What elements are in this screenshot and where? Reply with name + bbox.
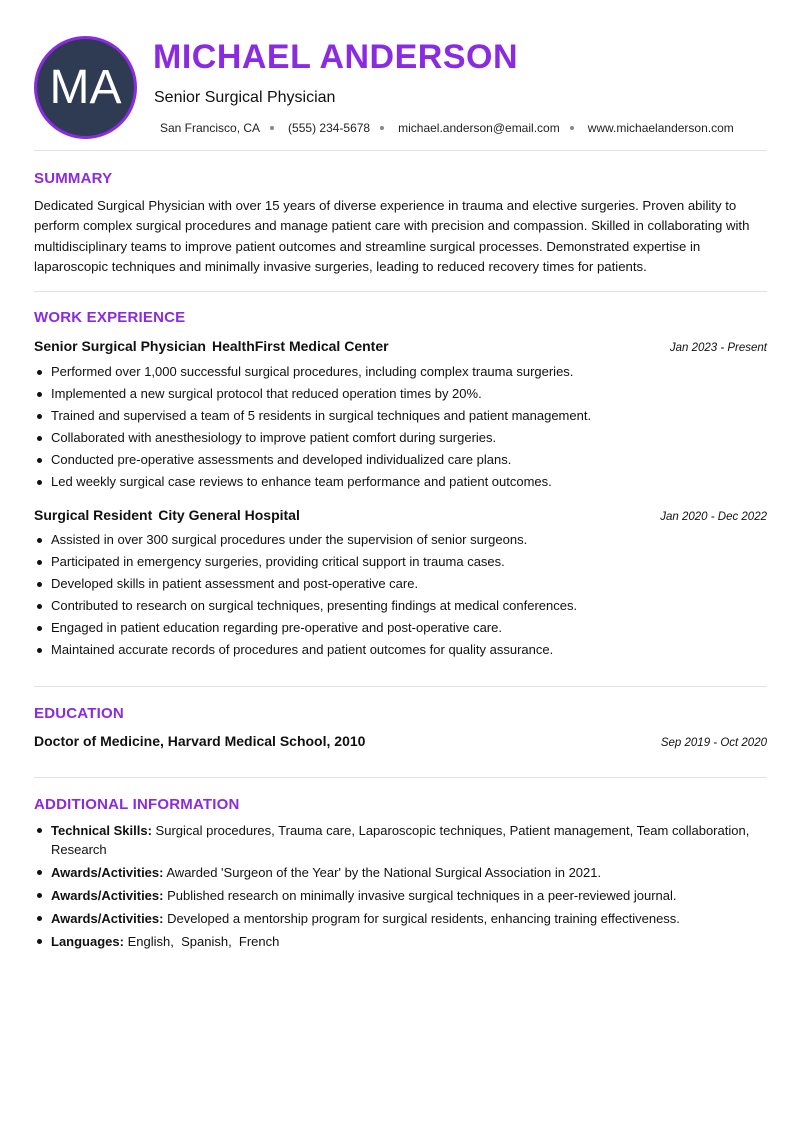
- job-title-line: [34, 338, 389, 354]
- section-divider: [34, 291, 767, 292]
- contact-bar: [160, 121, 734, 135]
- job-role: Senior Surgical Physician: [34, 338, 206, 354]
- additional-item-key: Awards/Activities:: [51, 888, 164, 903]
- job-organization: City General Hospital: [158, 507, 300, 523]
- job-title-line: [34, 507, 300, 523]
- additional-item: [34, 886, 769, 905]
- languages-key: Languages:: [51, 934, 124, 949]
- job-bullet: Performed over 1,000 successful surgical procedures, including complex trauma surgeries.: [34, 361, 769, 383]
- education-degree: Doctor of Medicine, Harvard Medical School, 2010: [34, 733, 366, 749]
- language: English: [127, 934, 171, 949]
- summary-heading: SUMMARY: [34, 170, 113, 187]
- additional-item-value: Surgical procedures, Trauma care, Laparoscopic techniques, Patient management, Team collaboration, Research: [51, 823, 750, 857]
- job-bullet: Trained and supervised a team of 5 residents in surgical techniques and patient management.: [34, 405, 769, 427]
- languages-item: [34, 932, 769, 951]
- job-bullets: [34, 361, 769, 493]
- job-bullet: Collaborated with anesthesiology to improve patient comfort during surgeries.: [34, 427, 769, 449]
- job-dates: Jan 2020 - Dec 2022: [660, 511, 767, 523]
- language: , Spanish: [170, 934, 228, 949]
- summary-text: Dedicated Surgical Physician with over 15 years of diverse experience in trauma and elective surgeries. Proven ability to perform complex surgical procedures and manage patient care with precision and compassion. Skilled in collaborating with multidisciplinary teams to improve patient outcomes and streamline surgical processes. Demonstrated expertise in laparoscopic techniques and minimally invasive surgeries, leading to reduced recovery times for patients.: [34, 198, 750, 274]
- education-heading: EDUCATION: [34, 705, 124, 722]
- additional-item-key: Awards/Activities:: [51, 911, 164, 926]
- additional-item: [34, 909, 769, 928]
- job-bullet: Engaged in patient education regarding pre-operative and post-operative care.: [34, 617, 769, 639]
- contact-phone[interactable]: (555) 234-5678: [288, 121, 371, 135]
- separator-dot: [270, 126, 274, 130]
- contact-website[interactable]: www.michaelanderson.com: [587, 121, 734, 135]
- separator-dot: [570, 126, 574, 130]
- job-header: [34, 507, 767, 523]
- additional-item: [34, 821, 769, 859]
- additional-item-value: Awarded 'Surgeon of the Year' by the National Surgical Association in 2021.: [166, 865, 602, 880]
- additional-item-value: Published research on minimally invasive surgical techniques in a peer-reviewed journal.: [167, 888, 677, 903]
- job-header: [34, 338, 767, 354]
- additional-item: [34, 863, 769, 882]
- avatar-initials: MA: [49, 60, 122, 114]
- job-bullet: Participated in emergency surgeries, providing critical support in trauma cases.: [34, 551, 769, 573]
- section-divider: [34, 686, 767, 687]
- additional-item-key: Awards/Activities:: [51, 865, 164, 880]
- additional-item-value: Developed a mentorship program for surgical residents, enhancing training effectiveness.: [167, 911, 680, 926]
- additional-item-key: Technical Skills:: [51, 823, 152, 838]
- additional-heading: ADDITIONAL INFORMATION: [34, 796, 240, 813]
- experience-heading: WORK EXPERIENCE: [34, 309, 186, 326]
- education-entry: [34, 733, 767, 749]
- section-divider: [34, 777, 767, 778]
- job-bullets: [34, 529, 769, 661]
- job-bullet: Led weekly surgical case reviews to enhance team performance and patient outcomes.: [34, 471, 769, 493]
- candidate-name: MICHAEL ANDERSON: [153, 38, 519, 76]
- education-dates: Sep 2019 - Oct 2020: [660, 737, 767, 749]
- job-bullet: Conducted pre-operative assessments and developed individualized care plans.: [34, 449, 769, 471]
- job-dates: Jan 2023 - Present: [669, 342, 767, 354]
- job-bullet: Implemented a new surgical protocol that reduced operation times by 20%.: [34, 383, 769, 405]
- job-bullet: Maintained accurate records of procedures and patient outcomes for quality assurance.: [34, 639, 769, 661]
- avatar: [34, 36, 137, 139]
- language: , French: [228, 934, 279, 949]
- job-bullet: Contributed to research on surgical techniques, presenting findings at medical conferences.: [34, 595, 769, 617]
- contact-email[interactable]: michael.anderson@email.com: [398, 121, 560, 135]
- separator-dot: [380, 126, 384, 130]
- additional-list: [34, 821, 769, 955]
- section-divider: [34, 150, 767, 151]
- job-organization: HealthFirst Medical Center: [211, 338, 389, 354]
- job-role: Surgical Resident: [34, 507, 153, 523]
- contact-location: San Francisco, CA: [160, 121, 261, 135]
- candidate-title: Senior Surgical Physician: [154, 89, 336, 106]
- job-bullet: Developed skills in patient assessment and post-operative care.: [34, 573, 769, 595]
- job-bullet: Assisted in over 300 surgical procedures under the supervision of senior surgeons.: [34, 529, 769, 551]
